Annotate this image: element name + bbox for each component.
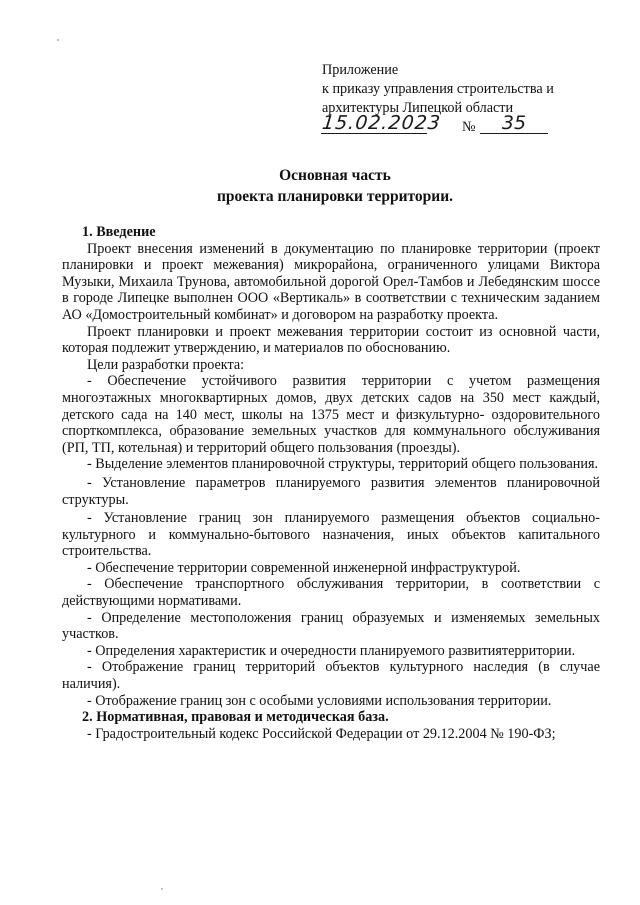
handwritten-date: 15.02.2023 (320, 112, 443, 134)
scan-speck (161, 888, 163, 890)
appendix-line-1: Приложение (322, 62, 399, 78)
appendix-line-2: к приказу управления строительства и (322, 81, 554, 97)
section-2-heading: 2. Нормативная, правовая и методическая база. (82, 709, 389, 726)
document-title (0, 165, 640, 207)
goal-item: - Определения характеристик и очередности планируемого развитиятерритории. (87, 642, 576, 659)
intro-paragraph-2: Проект планировки и проект межевания территории состоит из основной части, которая подлежит утверждению, и материалов по обоснованию. (62, 323, 600, 357)
goals-intro: Цели разработки проекта: (87, 356, 245, 373)
goal-item: - Выделение элементов планировочной структуры, территорий общего пользования. (87, 456, 599, 473)
handwritten-number: 35 (480, 114, 548, 134)
goal-item: - Обеспечение транспортного обслуживания территории, в соответствии с действующими нормативами. (62, 576, 600, 610)
goal-item: - Отображение границ зон с особыми условиями использования территории. (87, 692, 552, 709)
goal-item: - Обеспечение территории современной инженерной инфраструктурой. (87, 559, 521, 576)
appendix-line-3: архитектуры Липецкой области (322, 100, 514, 116)
title-line-2: проекта планировки территории. (216, 188, 454, 205)
title-line-1: Основная часть (279, 167, 391, 184)
goal-item: - Определение местоположения границ образуемых и изменяемых земельных участков. (62, 609, 600, 643)
legal-basis-item: - Градостроительный кодекс Российской Федерации от 29.12.2004 № 190-ФЗ; (87, 725, 556, 742)
document-body (62, 224, 600, 742)
order-date-number-line (320, 112, 612, 140)
intro-paragraph-1: Проект внесения изменений в документацию по планировке территории (проект планировки и проект межевания) микрорайона, ограниченного улицами Виктора Музыки, Михаила Трунова, автомобильной дорогой Орел-Тамбов и Лебедянским шоссе в городе Липецке выполнен ООО «Вертикаль» в соответствии с техническим заданием АО «Домостроительный комбинат» и договором на разработку проекта. (62, 240, 600, 323)
goal-item: - Обеспечение устойчивого развития территории с учетом размещения многоэтажных многоквартирных домов, двух детских садов на 350 мест каждый, детского сада на 140 мест, школы на 1375 мест и физкультурно- оздоровительного спорткомплекса, образование земельных участков для коммунального обслуживания (РП, ТП, котельная) и территорий общего пользования (проезды). (62, 373, 600, 456)
goal-item: - Отображение границ территорий объектов культурного наследия (в случае наличия). (62, 659, 600, 693)
scan-speck (57, 39, 59, 41)
appendix-block (322, 61, 612, 140)
section-1-heading: 1. Введение (82, 224, 156, 240)
goal-item: - Установление границ зон планируемого размещения объектов социально-культурного и коммунально-бытового назначения, иных объектов капитального строительства. (62, 510, 600, 560)
number-sign: № (462, 119, 476, 135)
goal-item: - Установление параметров планируемого развития элементов планировочной структуры. (62, 474, 600, 508)
